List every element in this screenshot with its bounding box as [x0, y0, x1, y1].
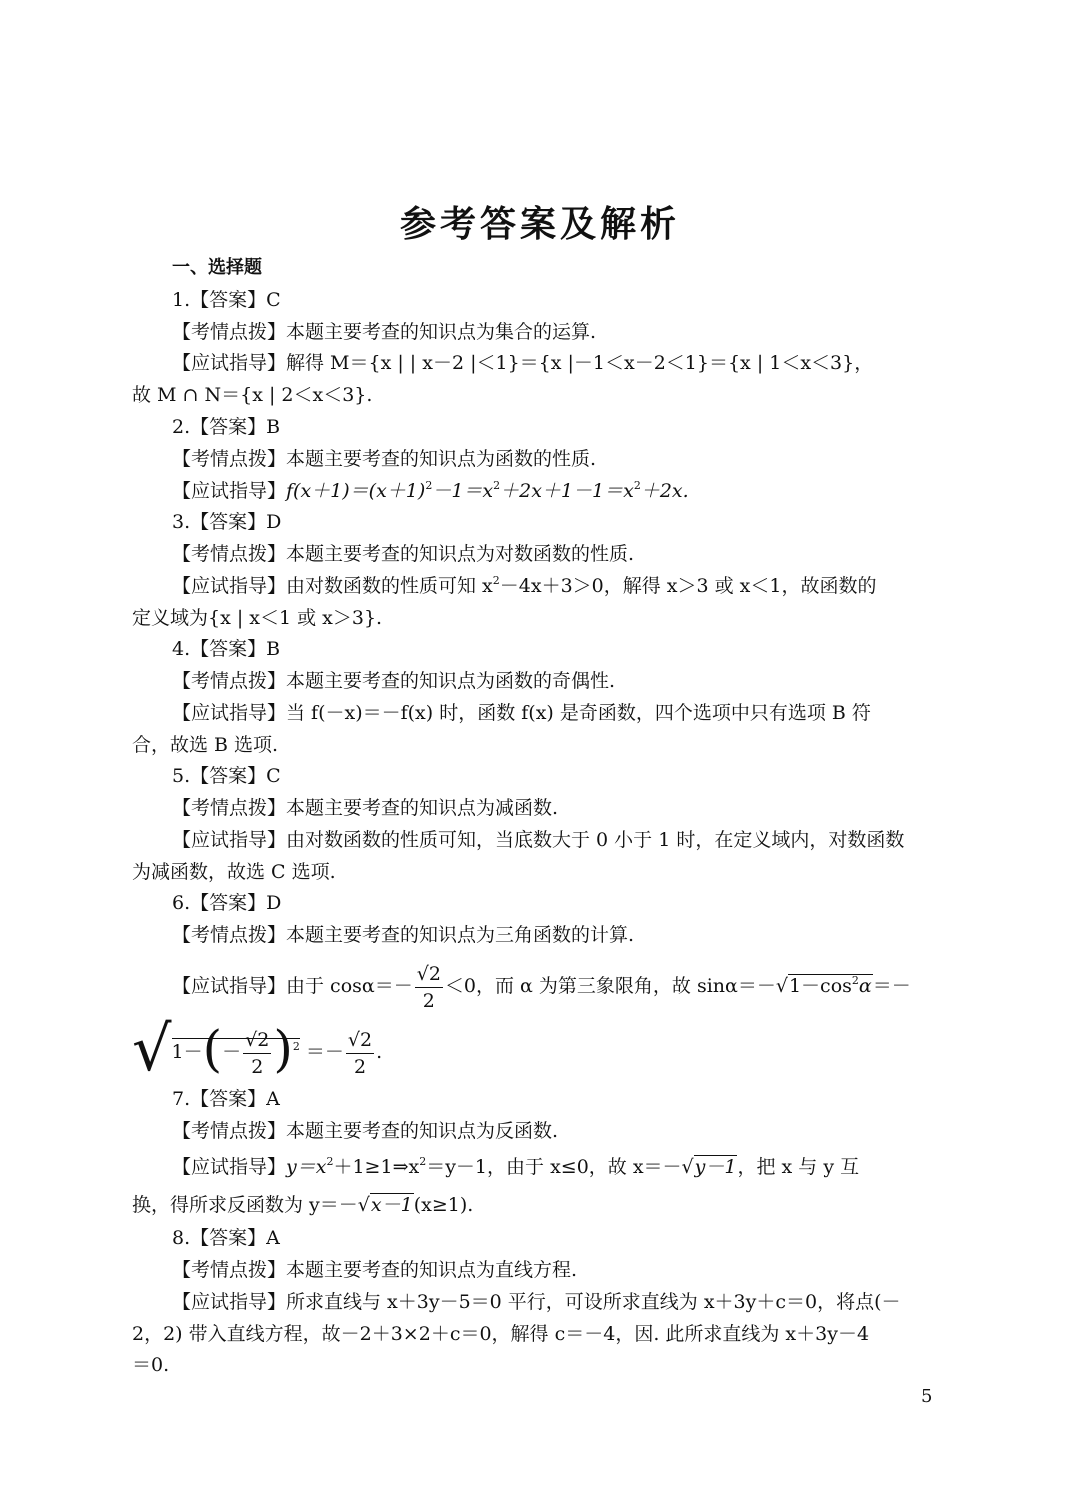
- q8-guide-line2: 2，2) 带入直线方程，故－2＋3×2＋c＝0，解得 c＝－4，因. 此所求直线为 x＋3y－4: [132, 1323, 870, 1345]
- q6-right-paren-icon: ): [273, 1020, 293, 1078]
- q2-point: 【考情点拨】本题主要考查的知识点为函数的性质.: [172, 448, 597, 470]
- q3-expr-b: －4x＋3＞0，解得 x＞3 或 x＜1，故函数的: [499, 575, 877, 597]
- q6-guide-line2: [132, 1012, 383, 1085]
- q6-line2-a: 1－: [171, 1041, 203, 1063]
- q7-answer: 7.【答案】A: [172, 1088, 280, 1110]
- q4-answer: 4.【答案】B: [172, 638, 281, 660]
- q1-guide-line1: [172, 351, 873, 375]
- q1-point: 【考情点拨】本题主要考查的知识点为集合的运算.: [172, 321, 597, 343]
- q7-line2-b: (x≥1).: [413, 1194, 474, 1216]
- q6-expr-b: ＜0，而 α 为第三象限角，故 sinα＝－: [444, 975, 776, 997]
- q7-guide-label: 【应试指导】: [172, 1156, 287, 1178]
- q1-guide-label: 【应试指导】: [172, 352, 287, 374]
- q1-answer: 1.【答案】C: [172, 289, 281, 311]
- page-number: 5: [921, 1386, 933, 1407]
- q7-guide-line2: [132, 1193, 473, 1217]
- q6-line2-fraction: [243, 1027, 271, 1080]
- q6-expr-c: ＝－: [872, 975, 911, 997]
- q7-expr-b: ＋1≥1⇒x: [333, 1156, 420, 1178]
- q7-guide-line1: [172, 1155, 859, 1179]
- q6-line2-frac-num: √2: [243, 1027, 271, 1054]
- q5-point: 【考情点拨】本题主要考查的知识点为减函数.: [172, 797, 559, 819]
- q6-big-radicand: [171, 1020, 300, 1078]
- q2-sup1: 2: [425, 479, 433, 492]
- q2-guide: [172, 479, 689, 503]
- q2-sup3: 2: [633, 479, 641, 492]
- q2-expr-c: ＋2x＋1－1＝x: [500, 480, 634, 502]
- q6-answer: 6.【答案】D: [172, 892, 282, 914]
- q6-expr-a: 由于 cosα＝－: [286, 975, 413, 997]
- q6-line2-sup: 2: [292, 1040, 300, 1053]
- q5-guide-line1: 【应试指导】由对数函数的性质可知，当底数大于 0 小于 1 时，在定义域内，对数函数: [172, 829, 905, 851]
- q8-guide-line1: 【应试指导】所求直线与 x＋3y－5＝0 平行，可设所求直线为 x＋3y＋c＝0，将点(－: [172, 1291, 901, 1313]
- q6-line2-b: ＝－: [305, 1041, 344, 1063]
- q7-expr-d: ，把 x 与 y 互: [737, 1156, 860, 1178]
- q3-expr-a: 由对数函数的性质可知 x: [286, 575, 493, 597]
- q6-line2-fraction2: [346, 1027, 374, 1080]
- q2-guide-label: 【应试指导】: [172, 480, 287, 502]
- q7-sqrt2-body: x－1: [370, 1194, 413, 1216]
- q6-frac-num: √2: [415, 961, 443, 988]
- q3-guide-line2: 定义域为{x | x＜1 或 x＞3}.: [132, 607, 383, 629]
- q3-sup1: 2: [492, 574, 500, 587]
- q3-point: 【考情点拨】本题主要考查的知识点为对数函数的性质.: [172, 543, 635, 565]
- q6-line2-frac2-num: √2: [346, 1027, 374, 1054]
- q6-frac-den: 2: [422, 989, 435, 1012]
- q7-sqrt1: √y－1: [681, 1156, 737, 1178]
- q1-guide-line2: 故 M ∩ N＝{x | 2＜x＜3}.: [132, 384, 373, 406]
- q6-line2-frac2-den: 2: [353, 1055, 367, 1078]
- q3-guide-label: 【应试指导】: [172, 575, 287, 597]
- q6-guide-line1: [172, 960, 911, 1014]
- q6-line2-end: .: [376, 1041, 383, 1063]
- q7-sup1: 2: [326, 1155, 334, 1168]
- q8-answer: 8.【答案】A: [172, 1227, 280, 1249]
- q6-line2-minus: －: [222, 1041, 242, 1063]
- q6-guide-label: 【应试指导】: [172, 975, 287, 997]
- q6-line2-frac-den: 2: [251, 1055, 264, 1078]
- q7-point: 【考情点拨】本题主要考查的知识点为反函数.: [172, 1120, 559, 1142]
- q3-guide-line1: [172, 574, 877, 598]
- q6-sqrt-tail: α: [858, 975, 872, 997]
- q5-answer: 5.【答案】C: [172, 765, 281, 787]
- section-heading: 一、选择题: [172, 257, 262, 278]
- q1-guide-text: 解得 M＝{x | | x－2 |＜1}＝{x |－1＜x－2＜1}＝{x | 1＜x＜3}，: [286, 352, 874, 374]
- q8-point: 【考情点拨】本题主要考查的知识点为直线方程.: [172, 1259, 578, 1281]
- q2-expr-a: f(x＋1)＝(x＋1): [286, 480, 426, 502]
- q2-sup2: 2: [493, 479, 501, 492]
- q5-guide-line2: 为减函数，故选 C 选项.: [132, 861, 336, 883]
- q2-answer: 2.【答案】B: [172, 416, 281, 438]
- q6-left-paren-icon: (: [202, 1020, 223, 1078]
- q7-sup2: 2: [419, 1155, 427, 1168]
- q6-sqrt-body: 1－cos: [788, 975, 852, 997]
- q7-line2-a: 换，得所求反函数为 y＝－: [132, 1194, 358, 1216]
- q4-guide-line1: 【应试指导】当 f(－x)＝－f(x) 时，函数 f(x) 是奇函数，四个选项中只有选项 B 符: [172, 702, 871, 724]
- q6-sup1: 2: [851, 974, 859, 987]
- q4-point: 【考情点拨】本题主要考查的知识点为函数的奇偶性.: [172, 670, 616, 692]
- page-title: 参考答案及解析: [399, 204, 680, 245]
- q2-expr-d: ＋2x.: [640, 480, 689, 502]
- q6-sqrt: $√1-\cos^2\alpha$: [775, 974, 872, 997]
- q6-point: 【考情点拨】本题主要考查的知识点为三角函数的计算.: [172, 924, 635, 946]
- q3-answer: 3.【答案】D: [172, 511, 282, 533]
- q7-expr-a: y＝x: [286, 1156, 327, 1178]
- q7-sqrt1-body: y－1: [694, 1156, 737, 1178]
- q6-fraction: [415, 961, 443, 1014]
- q8-guide-line3: ＝0.: [132, 1354, 170, 1376]
- q2-expr-b: －1＝x: [432, 480, 494, 502]
- q6-big-radical-icon: √: [132, 1012, 172, 1085]
- q4-guide-line2: 合，故选 B 选项.: [132, 734, 279, 756]
- q7-expr-c: ＝y－1，由于 x≤0，故 x＝－: [426, 1156, 682, 1178]
- q7-sqrt2: √x－1: [357, 1194, 413, 1216]
